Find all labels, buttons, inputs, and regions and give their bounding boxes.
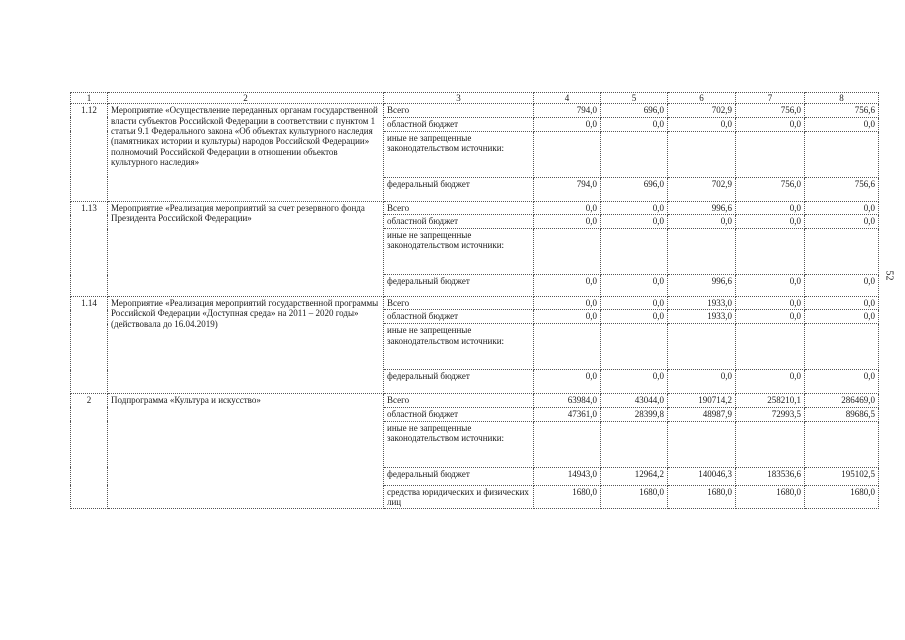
header-row	[71, 93, 879, 104]
value-cell: 0,0	[534, 275, 601, 297]
value-cell: 43044,0	[601, 394, 668, 407]
value-cell: 12964,2	[601, 467, 668, 485]
section-description: Мероприятие «Реализация мероприятий государственной программы Российской Федерации «Доступная среда» на 2011 – 2020 годы» (действовала до 16.04.2019)	[108, 297, 384, 394]
funding-source-label: федеральный бюджет	[384, 370, 534, 394]
value-cell: 0,0	[736, 215, 805, 229]
budget-table	[70, 92, 879, 509]
value-cell: 756,6	[805, 104, 879, 117]
section-code: 1.12	[71, 104, 108, 201]
value-cell: 702,9	[668, 177, 736, 201]
value-cell: 14943,0	[534, 467, 601, 485]
value-cell: 0,0	[736, 370, 805, 394]
table-body	[71, 93, 879, 509]
page-number: 52	[883, 270, 895, 281]
value-cell	[805, 421, 879, 467]
funding-source-label: Всего	[384, 394, 534, 407]
section-description: Подпрограмма «Культура и искусство»	[108, 394, 384, 509]
value-cell	[534, 421, 601, 467]
section-code: 1.14	[71, 297, 108, 394]
value-cell	[534, 131, 601, 177]
value-cell: 1680,0	[668, 485, 736, 509]
value-cell: 0,0	[668, 117, 736, 131]
value-cell: 0,0	[736, 297, 805, 310]
table-row	[71, 201, 879, 214]
value-cell: 0,0	[805, 310, 879, 324]
value-cell: 0,0	[736, 310, 805, 324]
value-cell: 1680,0	[805, 485, 879, 509]
section-description: Мероприятие «Осуществление переданных органам государственной власти субъектов Российской Федерации в соответствии с пунктом 1 статьи 9.1 Федерального закона «Об объектах культурного наследия (памятниках истории и культуры) народов Российской Федерации» полномочий Российской Федерации в отношении объектов культурного наследия»	[108, 104, 384, 201]
value-cell	[668, 131, 736, 177]
value-cell: 72993,5	[736, 407, 805, 421]
value-cell: 47361,0	[534, 407, 601, 421]
value-cell	[736, 131, 805, 177]
value-cell: 0,0	[805, 215, 879, 229]
value-cell: 0,0	[736, 275, 805, 297]
header-cell: 7	[736, 93, 805, 104]
value-cell: 195102,5	[805, 467, 879, 485]
funding-source-label: Всего	[384, 297, 534, 310]
value-cell: 0,0	[805, 201, 879, 214]
funding-source-label: средства юридических и физических лиц	[384, 485, 534, 509]
value-cell: 0,0	[805, 297, 879, 310]
funding-source-label: областной бюджет	[384, 215, 534, 229]
value-cell: 0,0	[534, 117, 601, 131]
value-cell: 0,0	[668, 370, 736, 394]
funding-source-label: областной бюджет	[384, 310, 534, 324]
value-cell: 0,0	[601, 310, 668, 324]
value-cell	[534, 324, 601, 370]
section-code: 2	[71, 394, 108, 509]
value-cell	[601, 131, 668, 177]
value-cell: 0,0	[736, 201, 805, 214]
table-row	[71, 297, 879, 310]
value-cell: 794,0	[534, 104, 601, 117]
value-cell	[601, 324, 668, 370]
value-cell	[601, 229, 668, 275]
value-cell	[805, 324, 879, 370]
value-cell: 0,0	[534, 370, 601, 394]
value-cell: 89686,5	[805, 407, 879, 421]
value-cell: 28399,8	[601, 407, 668, 421]
value-cell: 140046,3	[668, 467, 736, 485]
value-cell: 258210,1	[736, 394, 805, 407]
value-cell: 1680,0	[601, 485, 668, 509]
header-cell: 6	[668, 93, 736, 104]
header-cell: 3	[384, 93, 534, 104]
funding-source-label: федеральный бюджет	[384, 275, 534, 297]
value-cell: 0,0	[601, 275, 668, 297]
value-cell: 756,0	[736, 104, 805, 117]
value-cell: 1933,0	[668, 297, 736, 310]
value-cell: 0,0	[534, 215, 601, 229]
value-cell	[736, 324, 805, 370]
value-cell: 0,0	[534, 201, 601, 214]
value-cell: 183536,6	[736, 467, 805, 485]
header-cell: 4	[534, 93, 601, 104]
value-cell: 0,0	[601, 201, 668, 214]
funding-source-label: областной бюджет	[384, 117, 534, 131]
value-cell	[668, 324, 736, 370]
value-cell: 0,0	[534, 297, 601, 310]
value-cell: 0,0	[601, 215, 668, 229]
value-cell: 794,0	[534, 177, 601, 201]
funding-source-label: Всего	[384, 104, 534, 117]
value-cell: 63984,0	[534, 394, 601, 407]
funding-source-label: иные не запрещенные законодательством источники:	[384, 421, 534, 467]
value-cell: 996,6	[668, 275, 736, 297]
funding-source-label: федеральный бюджет	[384, 467, 534, 485]
funding-source-label: иные не запрещенные законодательством источники:	[384, 131, 534, 177]
value-cell: 756,0	[736, 177, 805, 201]
funding-source-label: Всего	[384, 201, 534, 214]
value-cell: 0,0	[805, 370, 879, 394]
section-code: 1.13	[71, 201, 108, 296]
value-cell: 0,0	[601, 117, 668, 131]
value-cell: 0,0	[736, 117, 805, 131]
funding-source-label: федеральный бюджет	[384, 177, 534, 201]
header-cell: 1	[71, 93, 108, 104]
value-cell: 696,0	[601, 177, 668, 201]
value-cell: 48987,9	[668, 407, 736, 421]
value-cell: 696,0	[601, 104, 668, 117]
section-description: Мероприятие «Реализация мероприятий за счет резервного фонда Президента Российской Федерации»	[108, 201, 384, 296]
value-cell	[668, 421, 736, 467]
header-cell: 8	[805, 93, 879, 104]
table-row	[71, 104, 879, 117]
value-cell: 0,0	[534, 310, 601, 324]
value-cell	[736, 229, 805, 275]
value-cell	[805, 229, 879, 275]
value-cell: 1933,0	[668, 310, 736, 324]
value-cell: 0,0	[668, 215, 736, 229]
header-cell: 5	[601, 93, 668, 104]
value-cell: 756,6	[805, 177, 879, 201]
funding-source-label: иные не запрещенные законодательством источники:	[384, 324, 534, 370]
header-cell: 2	[108, 93, 384, 104]
funding-source-label: иные не запрещенные законодательством источники:	[384, 229, 534, 275]
value-cell: 702,9	[668, 104, 736, 117]
value-cell: 0,0	[601, 370, 668, 394]
value-cell: 286469,0	[805, 394, 879, 407]
value-cell: 0,0	[805, 275, 879, 297]
value-cell	[668, 229, 736, 275]
value-cell: 1680,0	[534, 485, 601, 509]
value-cell: 0,0	[601, 297, 668, 310]
value-cell	[534, 229, 601, 275]
value-cell	[601, 421, 668, 467]
value-cell: 996,6	[668, 201, 736, 214]
funding-source-label: областной бюджет	[384, 407, 534, 421]
value-cell: 190714,2	[668, 394, 736, 407]
value-cell	[805, 131, 879, 177]
value-cell: 0,0	[805, 117, 879, 131]
value-cell	[736, 421, 805, 467]
value-cell: 1680,0	[736, 485, 805, 509]
table-row	[71, 394, 879, 407]
